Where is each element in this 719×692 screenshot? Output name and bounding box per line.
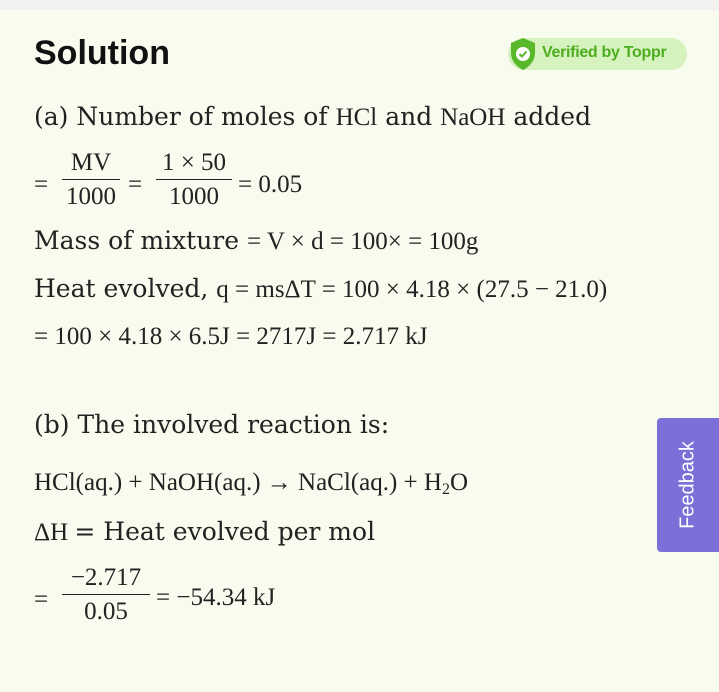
equals-sign: = bbox=[128, 171, 143, 198]
reaction-equation: HCl(aq.) + NaOH(aq.) → NaCl(aq.) + $H_2O$ bbox=[34, 469, 469, 498]
fraction-mv: $\frac{MV}{1000}$ bbox=[62, 150, 120, 209]
feedback-label: Feedback bbox=[676, 441, 699, 529]
equals-sign: = bbox=[34, 586, 49, 613]
solution-title: Solution bbox=[34, 34, 170, 72]
part-a-intro: (a) Number of moles of HCl and NaOH added bbox=[34, 102, 592, 131]
moles-result: = 0.05 bbox=[238, 171, 303, 198]
fraction-delta-h: $\frac{-2.717}{0.05}$ bbox=[62, 565, 150, 624]
shield-check-icon bbox=[508, 36, 538, 72]
delta-h-result: = −54.34 kJ bbox=[156, 584, 276, 611]
heat-result-line: = 100 × 4.18 × 6.5J = 2717J = 2.717 kJ bbox=[34, 323, 428, 350]
feedback-tab[interactable] bbox=[657, 418, 719, 552]
delta-h-line: ΔH = Heat evolved per mol bbox=[34, 517, 376, 546]
heat-line: Heat evolved, q = msΔT = 100 × 4.18 × (27.5 − 21.0) bbox=[34, 274, 608, 303]
verified-label: Verified by Toppr bbox=[542, 44, 667, 61]
verified-badge bbox=[508, 38, 687, 70]
top-bar bbox=[0, 0, 719, 10]
equals-sign: = bbox=[34, 171, 49, 198]
fraction-calc: $\frac{1 \times 50}{1000}$ bbox=[156, 150, 232, 209]
mass-line: Mass of mixture = V × d = 100× = 100g bbox=[34, 226, 479, 255]
part-b-intro: (b) The involved reaction is: bbox=[34, 410, 390, 439]
